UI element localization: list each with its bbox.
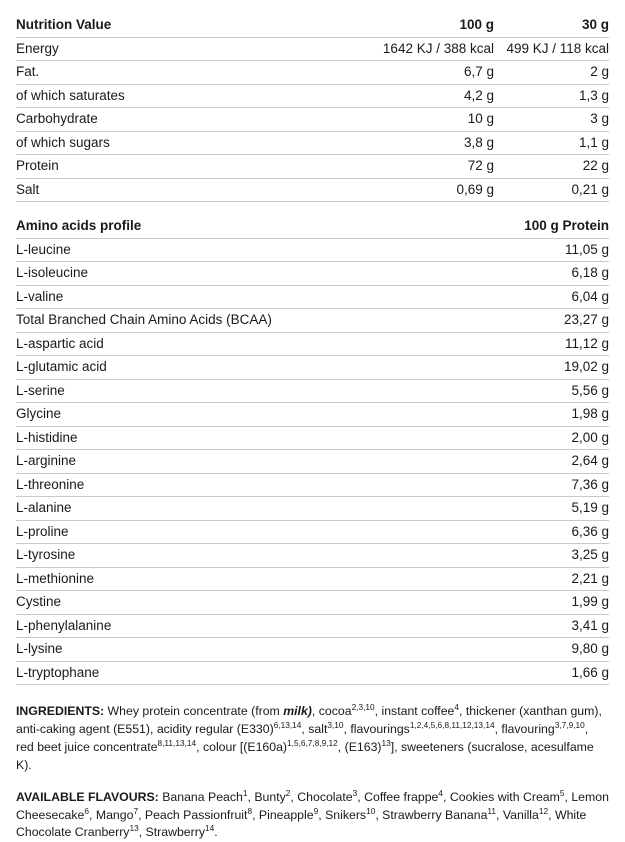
- flavour-name: , Vanilla: [496, 807, 539, 822]
- row-value-30g: 22 g: [494, 155, 609, 179]
- footnote-marker: 11: [487, 805, 497, 816]
- row-label: L-valine: [16, 285, 313, 309]
- flavour-name: , Mango: [89, 807, 134, 822]
- row-value: 6,04 g: [313, 285, 610, 309]
- table-row: [16, 638, 609, 662]
- row-label: L-alanine: [16, 497, 313, 521]
- flavour-name: Banana Peach: [158, 789, 243, 804]
- row-value: 2,00 g: [313, 426, 610, 450]
- ingredients-paragraph: [16, 703, 609, 774]
- nutrition-table-body: [16, 14, 609, 202]
- flavour-name: , Chocolate: [290, 789, 353, 804]
- row-value: 23,27 g: [313, 309, 610, 333]
- flavour-name: .: [214, 825, 218, 840]
- ingredients-text: , instant coffee: [374, 704, 455, 719]
- flavour-name: , Coffee frappe: [357, 789, 439, 804]
- footnote-marker: 1,2,4,5,6,8,11,12,13,14: [409, 720, 495, 731]
- flavour-name: , Strawberry: [138, 825, 205, 840]
- row-label: Carbohydrate: [16, 108, 344, 132]
- ingredients-text: , flavourings: [343, 722, 410, 737]
- table-row: [16, 497, 609, 521]
- row-value-30g: 499 KJ / 118 kcal: [494, 37, 609, 61]
- footnote-marker: 13: [129, 823, 139, 834]
- table-row: [16, 544, 609, 568]
- row-label: L-isoleucine: [16, 262, 313, 286]
- ingredients-text: , flavouring: [494, 722, 555, 737]
- flavour-name: , White Chocolate Cranberry: [16, 807, 587, 840]
- amino-acids-table: [16, 215, 609, 685]
- table-row: [16, 614, 609, 638]
- footnote-marker: 14: [205, 823, 215, 834]
- row-label: Total Branched Chain Amino Acids (BCAA): [16, 309, 313, 333]
- row-label: L-glutamic acid: [16, 356, 313, 380]
- row-label: Salt: [16, 178, 344, 202]
- footnote-marker: 2: [285, 787, 291, 798]
- nutrition-header-col2: 30 g: [494, 14, 609, 37]
- ingredients-text: , colour [(E160a): [196, 740, 288, 755]
- row-label: Glycine: [16, 403, 313, 427]
- row-value: 7,36 g: [313, 473, 610, 497]
- table-row: [16, 178, 609, 202]
- table-row: [16, 473, 609, 497]
- nutrition-header-row: [16, 14, 609, 37]
- table-row: [16, 285, 609, 309]
- row-value: 6,18 g: [313, 262, 610, 286]
- row-value-100g: 6,7 g: [344, 61, 494, 85]
- footnote-marker: 8,11,13,14: [157, 738, 197, 748]
- footnote-marker: 8: [247, 805, 253, 816]
- row-value-30g: 1,1 g: [494, 131, 609, 155]
- row-value: 1,66 g: [313, 661, 610, 685]
- row-value-100g: 1642 KJ / 388 kcal: [344, 37, 494, 61]
- table-row: [16, 37, 609, 61]
- table-row: [16, 332, 609, 356]
- nutrition-header-label: Nutrition Value: [16, 14, 344, 37]
- flavour-name: , Peach Passionfruit: [138, 807, 248, 822]
- footnote-marker: 12: [538, 805, 549, 816]
- row-value-30g: 3 g: [494, 108, 609, 132]
- row-value: 5,56 g: [313, 379, 610, 403]
- flavour-name: , Snikers: [318, 807, 367, 822]
- table-row: [16, 356, 609, 380]
- row-value-100g: 3,8 g: [344, 131, 494, 155]
- notes-section: [16, 703, 609, 842]
- table-row: [16, 108, 609, 132]
- row-label: Energy: [16, 37, 344, 61]
- row-label: of which sugars: [16, 131, 344, 155]
- row-value: 1,98 g: [313, 403, 610, 427]
- footnote-marker: 9: [313, 805, 319, 816]
- row-label: L-histidine: [16, 426, 313, 450]
- flavour-name: , Bunty: [247, 789, 286, 804]
- amino-header-label: Amino acids profile: [16, 215, 313, 238]
- row-value: 11,05 g: [313, 238, 610, 262]
- row-value: 3,41 g: [313, 614, 610, 638]
- row-label: L-threonine: [16, 473, 313, 497]
- table-row: [16, 131, 609, 155]
- table-row: [16, 403, 609, 427]
- row-label: L-methionine: [16, 567, 313, 591]
- table-row: [16, 309, 609, 333]
- ingredients-text: Whey protein concentrate (from: [104, 704, 284, 719]
- row-value-100g: 10 g: [344, 108, 494, 132]
- flavours-paragraph: [16, 789, 609, 842]
- row-value-100g: 72 g: [344, 155, 494, 179]
- footnote-marker: 10: [366, 805, 376, 816]
- table-row: [16, 155, 609, 179]
- footnote-marker: 4: [454, 702, 460, 713]
- row-label: L-proline: [16, 520, 313, 544]
- footnote-marker: 6,13,14: [273, 720, 302, 731]
- footnote-marker: 3,10: [327, 720, 344, 731]
- table-row: [16, 520, 609, 544]
- nutrition-value-table: [16, 14, 609, 202]
- ingredients-text: ], sweeteners (sucralose, acesulfame K).: [16, 740, 594, 772]
- flavours-heading: AVAILABLE FLAVOURS:: [16, 789, 159, 804]
- row-label: L-leucine: [16, 238, 313, 262]
- table-row: [16, 591, 609, 615]
- ingredients-text: , red beet juice concentrate: [16, 722, 589, 755]
- footnote-marker: 3,7,9,10: [554, 720, 585, 731]
- row-value-30g: 2 g: [494, 61, 609, 85]
- amino-header-col1: 100 g Protein: [313, 215, 610, 238]
- row-label: Protein: [16, 155, 344, 179]
- row-label: L-arginine: [16, 450, 313, 474]
- row-label: L-aspartic acid: [16, 332, 313, 356]
- table-row: [16, 61, 609, 85]
- amino-header-row: [16, 215, 609, 238]
- table-row: [16, 84, 609, 108]
- flavour-name: , Pineapple: [252, 807, 314, 822]
- row-value-100g: 0,69 g: [344, 178, 494, 202]
- footnote-marker: 4: [438, 787, 444, 798]
- row-value: 5,19 g: [313, 497, 610, 521]
- ingredients-milk-emphasis: milk): [283, 704, 312, 719]
- flavour-name: , Cookies with Cream: [443, 789, 560, 804]
- row-value: 2,21 g: [313, 567, 610, 591]
- row-label: L-tyrosine: [16, 544, 313, 568]
- ingredients-text: , salt: [301, 722, 328, 737]
- row-value-30g: 1,3 g: [494, 84, 609, 108]
- table-row: [16, 238, 609, 262]
- table-row: [16, 426, 609, 450]
- table-row: [16, 567, 609, 591]
- footnote-marker: 3: [352, 787, 358, 798]
- amino-table-body: [16, 215, 609, 685]
- row-label: Cystine: [16, 591, 313, 615]
- row-label: L-lysine: [16, 638, 313, 662]
- row-value: 2,64 g: [313, 450, 610, 474]
- footnote-marker: 7: [133, 805, 139, 816]
- row-label: L-tryptophane: [16, 661, 313, 685]
- flavour-name: , Lemon Cheesecake: [16, 789, 609, 822]
- row-value: 9,80 g: [313, 638, 610, 662]
- row-value-30g: 0,21 g: [494, 178, 609, 202]
- row-value: 1,99 g: [313, 591, 610, 615]
- row-value-100g: 4,2 g: [344, 84, 494, 108]
- footnote-marker: 2,3,10: [351, 702, 375, 713]
- ingredients-heading: INGREDIENTS:: [16, 704, 105, 719]
- footnote-marker: 5: [559, 787, 565, 798]
- row-value: 6,36 g: [313, 520, 610, 544]
- row-label: Fat.: [16, 61, 344, 85]
- ingredients-text: , thickener (xanthan gum), anti-caking agent (E551), acidity regular (E330): [16, 704, 602, 737]
- table-row: [16, 379, 609, 403]
- row-label: of which saturates: [16, 84, 344, 108]
- footnote-marker: 6: [84, 805, 89, 816]
- row-value: 3,25 g: [313, 544, 610, 568]
- nutrition-header-col1: 100 g: [344, 14, 494, 37]
- section-spacer: [16, 202, 609, 215]
- ingredients-text: , cocoa: [311, 704, 352, 719]
- footnote-marker: 13: [381, 738, 391, 748]
- table-row: [16, 661, 609, 685]
- table-row: [16, 262, 609, 286]
- flavour-name: , Strawberry Banana: [375, 807, 488, 822]
- table-row: [16, 450, 609, 474]
- footnote-marker: 1,5,6,7,8,9,12: [287, 738, 338, 748]
- footnote-marker: 1: [242, 787, 248, 798]
- row-value: 19,02 g: [313, 356, 610, 380]
- row-value: 11,12 g: [313, 332, 610, 356]
- row-label: L-phenylalanine: [16, 614, 313, 638]
- ingredients-text: , (E163): [337, 740, 382, 755]
- row-label: L-serine: [16, 379, 313, 403]
